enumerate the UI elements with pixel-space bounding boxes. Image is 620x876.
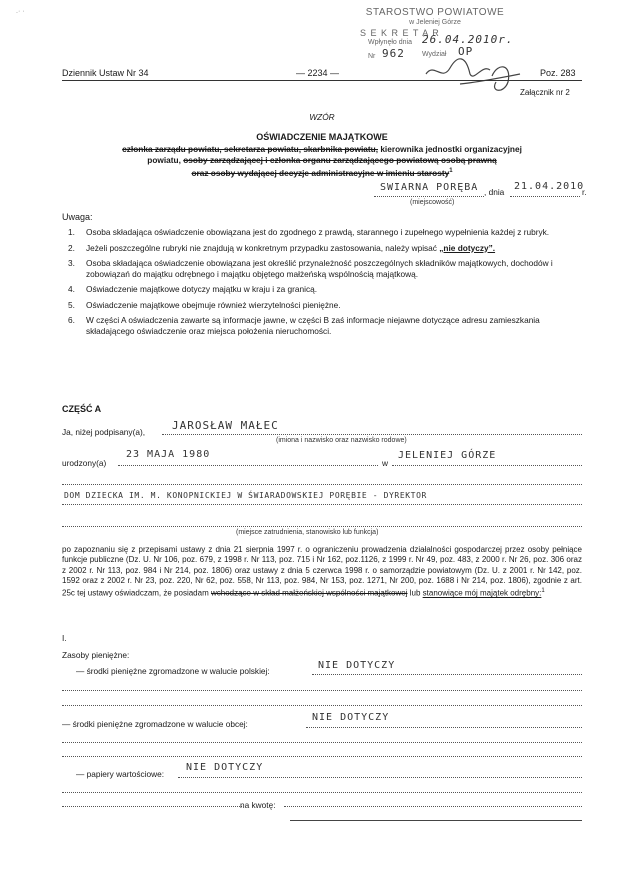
stamp-nr-value: 962 xyxy=(382,47,405,60)
foreign-label: — środki pieniężne zgromadzone w walucie obcej: xyxy=(62,719,248,729)
stamp-city: w Jeleniej Górze xyxy=(409,19,461,26)
name-caption: (imiona i nazwisko oraz nazwisko rodowe) xyxy=(276,437,407,444)
signature-scribble xyxy=(420,52,530,98)
ja-label: Ja, niżej podpisany(a), xyxy=(62,427,146,437)
born-date: 23 MAJA 1980 xyxy=(126,449,211,460)
note-item: 4. Oświadczenie majątkowe dotyczy majątku w kraju i za granicą. xyxy=(68,284,318,294)
place-caption: (miejscowość) xyxy=(410,199,455,206)
name-value: JAROSŁAW MAŁEC xyxy=(172,419,279,432)
born-place: JELENIEJ GÓRZE xyxy=(398,450,497,461)
place-value: SWIARNA PORĘBA xyxy=(380,182,479,193)
document-title: OŚWIADCZENIE MAJĄTKOWE xyxy=(256,132,388,142)
part-a-heading: CZĘŚĆ A xyxy=(62,404,102,414)
note-item: 2. Jeżeli poszczególne rubryki nie znajdują w konkretnym przypadku zastosowania, należy wpisać „nie dotyczy”. xyxy=(68,242,496,253)
stamp-sekr: S E K R E T A R xyxy=(360,28,440,38)
notes-label: Uwaga: xyxy=(62,212,93,222)
stamp-received-label: Wpłynęło dnia xyxy=(368,39,412,46)
stamp-dept-label: Wydział xyxy=(422,51,447,58)
header-rule xyxy=(62,80,582,81)
securities-value: NIE DOTYCZY xyxy=(186,762,264,773)
employment-value: DOM DZIECKA IM. M. KONOPNICKIEJ W ŚWIARADOWSKIEJ PORĘBIE - DYREKTOR xyxy=(64,491,427,500)
journal-title: Dziennik Ustaw Nr 34 xyxy=(62,68,149,78)
amount-label: na kwotę: xyxy=(240,800,276,810)
scan-mark: .· · xyxy=(16,8,25,15)
position-number: Poz. 283 xyxy=(540,68,576,78)
name-field-line xyxy=(162,434,582,435)
pln-value: NIE DOTYCZY xyxy=(318,660,396,671)
stamp-dept-value: OP xyxy=(458,45,474,58)
date-suffix: r. xyxy=(582,187,587,197)
attachment-label: Załącznik nr 2 xyxy=(520,88,570,97)
page-number: — 2234 — xyxy=(296,68,340,78)
section-roman: I. xyxy=(62,633,67,643)
note-item: 1. Osoba składająca oświadczenie obowiązana jest do zgodnego z prawdą, starannego i zupełnego wypełnienia każdej z rubryk. xyxy=(68,227,550,237)
note-item: 6. W części A oświadczenia zawarte są informacje jawne, w części B zaś informacje niejawne dotyczące adresu zamieszkania składającego oświadczenie oraz miejsca położenia nieruchomości. xyxy=(68,315,540,336)
foreign-value: NIE DOTYCZY xyxy=(312,712,390,723)
stamp-office: STAROSTWO POWIATOWE xyxy=(365,7,505,18)
note-item: 3. Osoba składająca oświadczenie obowiązana jest określić przynależność poszczególnych składników majątkowych, dochodów i zobowiązań do majątku odrębnego i majątku objętego małżeńską wspólnością majątkową. xyxy=(68,258,553,279)
date-label: , dnia xyxy=(484,187,505,197)
date-value: 21.04.2010 xyxy=(514,181,585,192)
stamp-received-date: 26.04.2010r. xyxy=(422,33,514,46)
born-w: w xyxy=(382,458,388,468)
section-label: Zasoby pieniężne: xyxy=(62,650,130,660)
employment-caption: (miejsce zatrudnienia, stanowisko lub funkcja) xyxy=(236,529,379,536)
born-label: urodzony(a) xyxy=(62,458,107,468)
declaration-paragraph: po zapoznaniu się z przepisami ustawy z dnia 21 sierpnia 1997 r. o ograniczeniu prowadzenia działalności gospodarczej przez osoby pełniące funkcje publiczne (Dz. U. Nr 106, poz. 679, z 1998 r. Nr 113, poz. 715 i Nr 162, poz.1126, z 1999 r. Nr 49, poz. 483, z 2000 r. Nr 26, poz. 306 oraz z 2002 r. Nr 113, poz. 984 i Nr 214, poz. 1806) oraz ustawy z dnia 5 czerwca 1998 r. o samorządzie powiatowym (Dz. U. z 2001 r. Nr 142, poz. 1592 oraz z 2002 r. Nr 23, poz. 220, Nr 62, poz. 558, Nr 113, poz. 984, Nr 153, poz. 1271, Nr 200, poz. 1688 i Nr 214, poz. 1806), zgodnie z art. 25c tej ustawy oświadczam, że posiadam wchodzące w skład małżeńskiej wspólności majątkowej lub stanowiące mój majątek odrębny:$^1$ xyxy=(62,545,582,598)
stamp-nr-label: Nr xyxy=(368,53,376,60)
pln-label: — środki pieniężne zgromadzone w walucie polskiej: xyxy=(76,666,270,676)
securities-label: — papiery wartościowe: xyxy=(76,769,165,779)
notes-list xyxy=(68,227,580,341)
title-line-3: oraz osoby wydającej decyzje administracyjne w imieniu starosty$^1$ xyxy=(191,167,453,178)
note-item: 5. Oświadczenie majątkowe obejmuje również wierzytelności pieniężne. xyxy=(68,299,341,310)
title-line-2: powiatu, osoby zarządzającej i członka organu zarządzającego powiatową osobą prawną xyxy=(147,155,497,165)
title-line-1: członka zarządu powiatu, sekretarza powiatu, skarbnika powiatu, kierownika jednostki organizacyjnej xyxy=(122,144,522,154)
wzor-label: WZÓR xyxy=(309,112,335,122)
